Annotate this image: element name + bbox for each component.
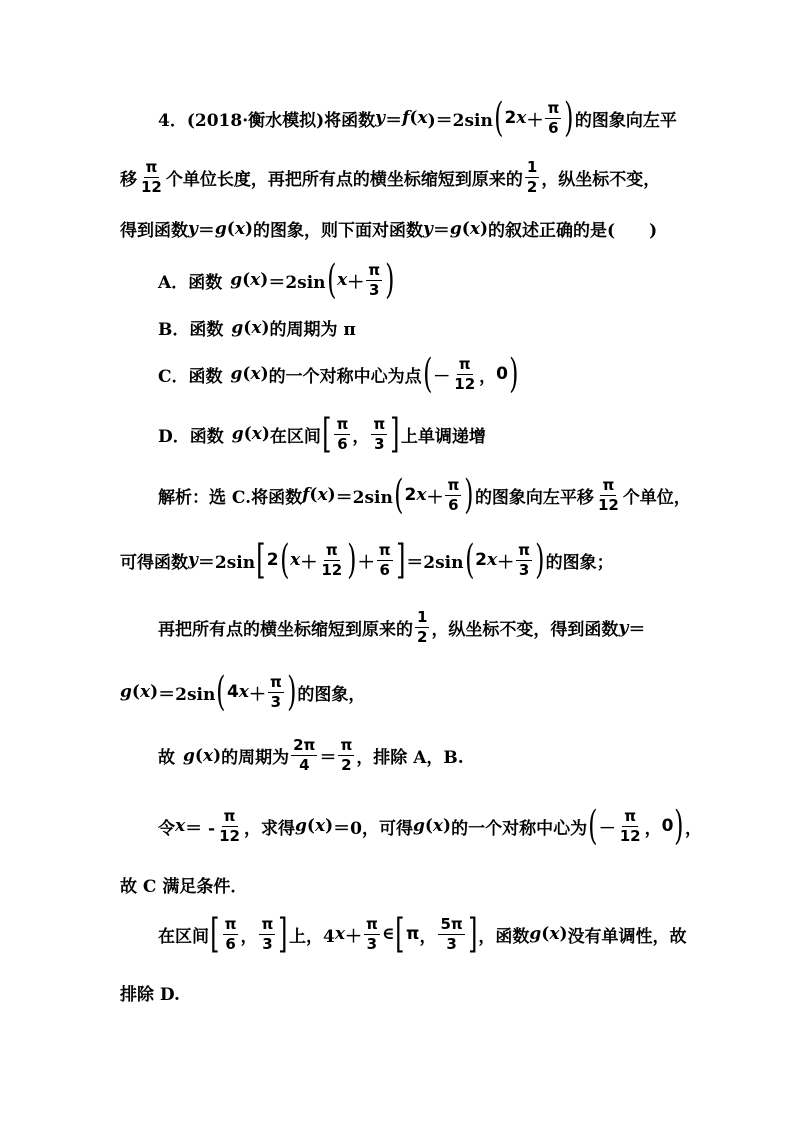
fraction: $\frac{\pi}{3}$ xyxy=(269,672,282,711)
var: x xyxy=(250,364,261,384)
var: y xyxy=(375,108,386,128)
var: y xyxy=(188,218,198,239)
text: ＋ xyxy=(300,552,318,573)
right-bracket: ] xyxy=(278,911,288,957)
text: ＋ xyxy=(426,487,444,508)
var: g xyxy=(295,816,307,836)
var: x xyxy=(469,218,480,239)
text: ＝ xyxy=(319,748,337,768)
text: ， xyxy=(644,818,662,839)
left-paren: ( xyxy=(464,537,474,583)
text: 得到函数 xyxy=(120,221,188,241)
left-paren: ( xyxy=(493,95,504,141)
fraction: $\frac{\pi}{3}$ xyxy=(373,414,386,453)
fraction: $\frac{5\pi}{3}$ xyxy=(440,914,463,953)
var: x xyxy=(416,485,427,505)
var: x xyxy=(549,924,560,944)
text: D．函数 xyxy=(158,426,224,447)
text: 0 xyxy=(496,364,508,384)
left-paren: ( xyxy=(588,803,598,849)
text: ＋ xyxy=(347,272,365,293)
var: x xyxy=(250,270,261,290)
text: ， xyxy=(419,926,437,947)
text: 再把所有点的横坐标缩短到原来的 xyxy=(158,620,413,640)
text: 0 xyxy=(661,816,674,836)
text: 在区间 xyxy=(158,926,209,947)
text: 2 xyxy=(475,550,487,570)
text: 个单位长度，再把所有点的横坐标缩短到原来的 xyxy=(165,170,523,190)
text: 的图象； xyxy=(545,552,614,573)
text: ＝2sin xyxy=(406,552,464,573)
text: ，纵坐标不变，得到函数 xyxy=(431,620,619,640)
var: x xyxy=(175,816,186,836)
var: x xyxy=(290,550,301,570)
text: 的一个对称中心为点 xyxy=(268,366,422,387)
text: ， xyxy=(685,818,703,839)
question-source: (2018·衡水模拟) xyxy=(186,110,325,131)
option-b: B．函数 g ( x ) 的周期为 π xyxy=(158,315,356,340)
text: 的一个对称中心为 xyxy=(451,818,588,839)
fraction: $\frac{\pi}{3}$ xyxy=(518,540,530,579)
left-bracket: [ xyxy=(395,911,405,957)
right-paren: ) xyxy=(535,537,545,583)
text: C．函数 xyxy=(158,366,223,387)
text: 4 xyxy=(226,682,239,702)
text: ， xyxy=(479,366,497,387)
fraction: $\frac{1}{2}$ xyxy=(526,158,538,196)
option-d: D．函数 g ( x ) 在区间 [ $\frac{\pi}{6}$ ， $\frac{\pi}{3}$ ] 上单调递增 xyxy=(158,411,486,457)
fraction: $\frac{\pi}{12}$ xyxy=(141,158,162,196)
solution-line-6: 令 x ＝ - $\frac{\pi}{12}$ ，求得 g ( x ) ＝0，可得 g ( x ) 的一个对称中心为 ( － $\frac{\pi}{12}$ ， 0 ) ， xyxy=(158,803,703,849)
var: y xyxy=(188,550,198,570)
text: ，求得 xyxy=(244,818,295,839)
fraction: $\frac{\pi}{2}$ xyxy=(340,736,353,774)
var: y xyxy=(618,617,629,638)
var: x xyxy=(314,816,326,836)
text: ，函数 xyxy=(478,926,530,947)
text: ＝0，可得 xyxy=(333,818,413,839)
solution-line-4: g ( x ) ＝2sin ( 4 x ＋ $\frac{\pi}{3}$ ) 的图象， xyxy=(120,669,366,715)
left-bracket: [ xyxy=(210,911,220,957)
fraction: $\frac{\pi}{6}$ xyxy=(336,414,349,453)
text: 的图象，则下面对函数 xyxy=(253,221,424,241)
text: 将函数 xyxy=(324,110,376,131)
text: 2 xyxy=(404,485,417,505)
text: ＝ xyxy=(628,620,646,640)
var: g xyxy=(183,745,195,766)
text: 故 C 满足条件． xyxy=(120,877,248,897)
var: g xyxy=(120,682,132,702)
var: g xyxy=(230,364,243,384)
text: 2 xyxy=(504,108,517,128)
right-paren: ) xyxy=(347,537,357,583)
solution-line-3 xyxy=(158,610,645,645)
right-paren: ) xyxy=(509,351,519,397)
left-paren: ( xyxy=(422,351,433,397)
text: 上，4 xyxy=(288,926,335,947)
question-line-1 xyxy=(158,95,677,141)
text: π xyxy=(406,924,420,944)
question-number: 4． xyxy=(158,110,187,131)
fraction: $\frac{\pi}{6}$ xyxy=(547,98,560,137)
text: ＋ xyxy=(357,552,375,573)
text: 的叙述正确的是( ) xyxy=(488,221,658,241)
right-bracket: ] xyxy=(467,911,478,957)
fraction: $\frac{\pi}{12}$ xyxy=(619,806,641,845)
left-bracket: [ xyxy=(256,537,266,583)
text: 的图象向左平 xyxy=(574,110,677,131)
var: f xyxy=(302,485,310,505)
text: 移 xyxy=(120,170,137,190)
text: ＝ xyxy=(385,110,403,131)
text: ( xyxy=(409,108,418,128)
text: ＋ xyxy=(344,926,362,947)
var: g xyxy=(231,317,244,338)
question-line-3: 得到函数 y ＝ g ( x ) 的图象，则下面对函数 y ＝ g ( x ) 的叙述正确的是( ) xyxy=(120,216,657,241)
text: 没有单调性，故 xyxy=(567,926,687,947)
right-paren: ) xyxy=(286,669,297,715)
var: y xyxy=(423,218,433,239)
solution-line-5: 故 g ( x ) 的周期为 $\frac{2\pi}{4}$ ＝ $\frac{\pi}{2}$ ，排除 A，B. xyxy=(158,736,464,774)
text: ＝ xyxy=(432,221,450,241)
solution-line-7 xyxy=(120,872,247,897)
left-paren: ( xyxy=(393,472,404,518)
var: x xyxy=(202,745,214,766)
var: x xyxy=(486,550,498,570)
text: 可得函数 xyxy=(120,552,188,573)
right-paren: ) xyxy=(674,803,684,849)
text: ， xyxy=(240,926,258,947)
right-paren: ) xyxy=(464,472,474,518)
left-paren: ( xyxy=(216,669,226,715)
fraction: $\frac{\pi}{6}$ xyxy=(378,540,391,579)
fraction: $\frac{\pi}{3}$ xyxy=(261,914,274,953)
text: 的图象， xyxy=(297,684,366,705)
text: － xyxy=(598,818,616,839)
var: x xyxy=(234,218,245,239)
text: 的周期为 π xyxy=(269,320,356,340)
text: 排除 D. xyxy=(120,985,180,1005)
var: x xyxy=(139,682,151,702)
right-bracket: ] xyxy=(390,411,400,457)
text: ＝2sin xyxy=(335,487,393,508)
text: ， xyxy=(352,426,370,447)
option-a: A．函数 g ( x ) ＝2sin ( x ＋ $\frac{\pi}{3}$ ) xyxy=(158,257,395,303)
text: 个单位， xyxy=(622,487,691,508)
text: ＝ xyxy=(197,221,215,241)
var: g xyxy=(214,218,227,239)
fraction: $\frac{\pi}{12}$ xyxy=(454,354,476,393)
fraction: $\frac{1}{2}$ xyxy=(417,608,428,646)
solution-line-1: 解析： 选 C.将函数 f ( x ) ＝2sin ( 2 x ＋ $\frac{\pi}{6}$ ) 的图象向左平移 $\frac{\pi}{12}$ 个单位， xyxy=(158,472,691,518)
var: x xyxy=(317,485,328,505)
text: 的周期为 xyxy=(221,748,290,768)
var: g xyxy=(230,270,243,290)
var: x xyxy=(251,424,262,444)
question-line-2 xyxy=(120,160,660,195)
fraction: $\frac{2\pi}{4}$ xyxy=(293,736,316,774)
text: A．函数 xyxy=(158,272,223,293)
solution-line-8: 在区间 [ $\frac{\pi}{6}$ ， $\frac{\pi}{3}$ ] 上，4 x ＋ $\frac{\pi}{3}$ ∈ [ π ， $\frac{5\pi}{3}$ ] ，函数 g ( x ) 没有单调性，故 xyxy=(158,911,687,957)
text: )＝2sin xyxy=(427,110,493,131)
right-paren: ) xyxy=(385,257,395,303)
text: ＝2sin xyxy=(158,684,216,705)
text: 上单调递增 xyxy=(400,426,486,447)
text: 选 C.将函数 xyxy=(209,487,303,508)
var: g xyxy=(231,424,244,444)
var: g xyxy=(529,924,542,944)
solution-line-9 xyxy=(120,980,180,1005)
solution-label: 解析： xyxy=(158,487,209,508)
text: B．函数 xyxy=(158,320,224,340)
var: x xyxy=(432,816,444,836)
var: x xyxy=(238,682,249,702)
left-paren: ( xyxy=(326,257,337,303)
var: x xyxy=(516,108,527,128)
fraction: $\frac{\pi}{3}$ xyxy=(368,260,381,299)
fraction: $\frac{\pi}{6}$ xyxy=(447,475,460,514)
right-paren: ) xyxy=(564,95,574,141)
text: ，排除 A，B. xyxy=(356,748,464,768)
var: x xyxy=(334,924,345,944)
text: 的图象向左平移 xyxy=(474,487,594,508)
solution-line-2 xyxy=(120,537,614,583)
text: 在区间 xyxy=(269,426,321,447)
fraction: $\frac{\pi}{3}$ xyxy=(365,914,378,953)
text: 2 xyxy=(266,550,279,570)
text: ＝ - xyxy=(185,818,216,839)
text: ＋ xyxy=(248,684,266,705)
text: 令 xyxy=(158,818,175,839)
text: ＝2sin xyxy=(268,272,326,293)
var: x xyxy=(337,270,348,290)
text: ＋ xyxy=(526,110,544,131)
var: x xyxy=(251,317,262,338)
var: g xyxy=(449,218,462,239)
text: ＝2sin xyxy=(197,552,256,573)
fraction: $\frac{\pi}{12}$ xyxy=(219,806,240,845)
text: － xyxy=(433,366,451,387)
option-c: C．函数 g ( x ) 的一个对称中心为点 ( － $\frac{\pi}{12}$ ， 0 ) xyxy=(158,351,519,397)
fraction: $\frac{\pi}{6}$ xyxy=(224,914,237,953)
var: f xyxy=(402,108,410,128)
var: x xyxy=(417,108,428,128)
fraction: $\frac{\pi}{12}$ xyxy=(597,475,619,514)
text: 故 xyxy=(158,748,175,768)
fraction: $\frac{\pi}{12}$ xyxy=(321,540,343,579)
left-paren: ( xyxy=(279,537,290,583)
var: g xyxy=(412,816,425,836)
text: ，纵坐标不变， xyxy=(541,170,661,190)
text: ∈ xyxy=(381,924,395,944)
text: ＋ xyxy=(497,552,515,573)
left-bracket: [ xyxy=(321,411,332,457)
right-bracket: ] xyxy=(395,537,406,583)
